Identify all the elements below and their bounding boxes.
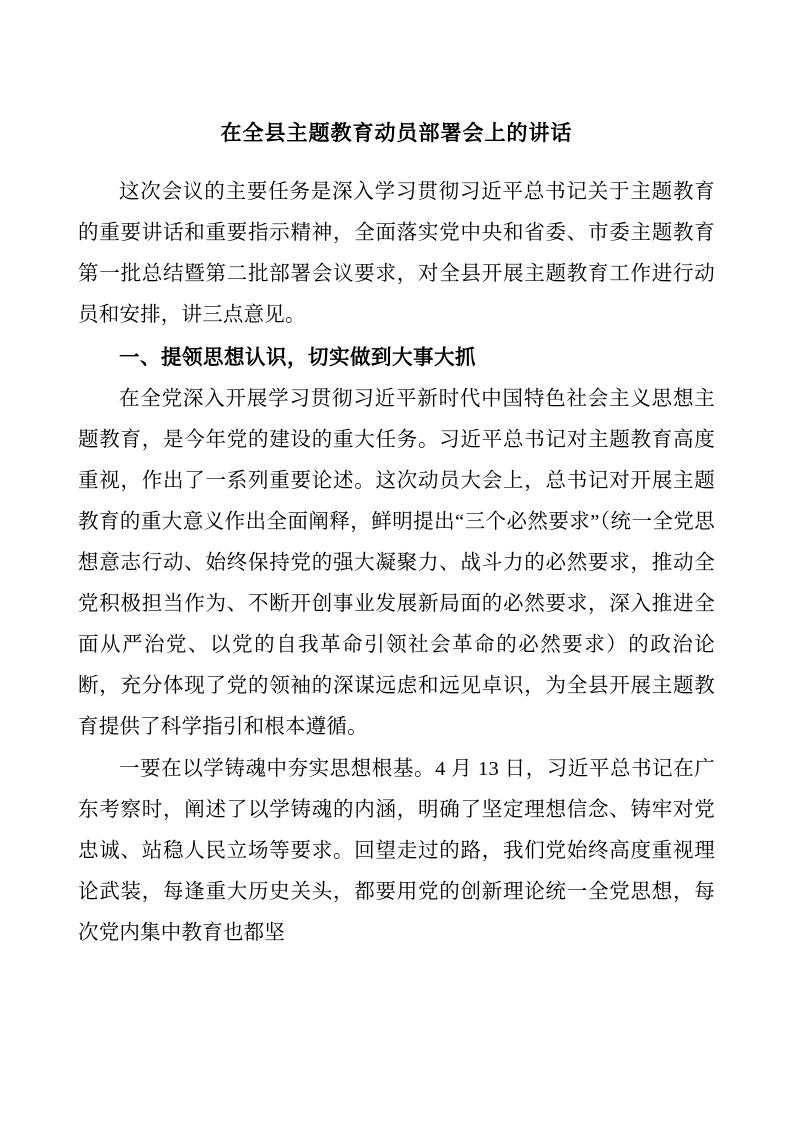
section-heading-1: 一、提领思想认识，切实做到大事大抓: [119, 345, 476, 369]
paragraph-body-2: 一要在以学铸魂中夯实思想根基。4 月 13 日，习近平总书记在广东考察时，阐述了以学铸魂的内涵，明确了坚定理想信念、铸牢对党忠诚、站稳人民立场等要求。回望走过的路，我们党始终高度重视理论武装，每逢重大历史关头，都要用党的创新理论统一全党思想，每次党内集中教育也都坚: [78, 757, 715, 944]
paragraph-body-1: 在全党深入开展学习贯彻习近平新时代中国特色社会主义思想主题教育，是今年党的建设的重大任务。习近平总书记对主题教育高度重视，作出了一系列重要论述。这次动员大会上，总书记对开展主题教育的重大意义作出全面阐释，鲜明提出“三个必然要求”（统一全党思想意志行动、始终保持党的强大凝聚力、战斗力的必然要求，推动全党积极担当作为、不断开创事业发展新局面的必然要求，深入推进全面从严治党、以党的自我革命引领社会革命的必然要求）的政治论断，充分体现了党的领袖的深谋远虑和远见卓识，为全县开展主题教育提供了科学指引和根本遵循。: [78, 387, 715, 738]
page-title: 在全县主题教育动员部署会上的讲话: [220, 122, 573, 145]
paragraph-intro: 这次会议的主要任务是深入学习贯彻习近平总书记关于主题教育的重要讲话和重要指示精神，全面落实党中央和省委、市委主题教育第一批总结暨第二批部署会议要求，对全县开展主题教育工作进行动员和安排，讲三点意见。: [78, 180, 715, 326]
